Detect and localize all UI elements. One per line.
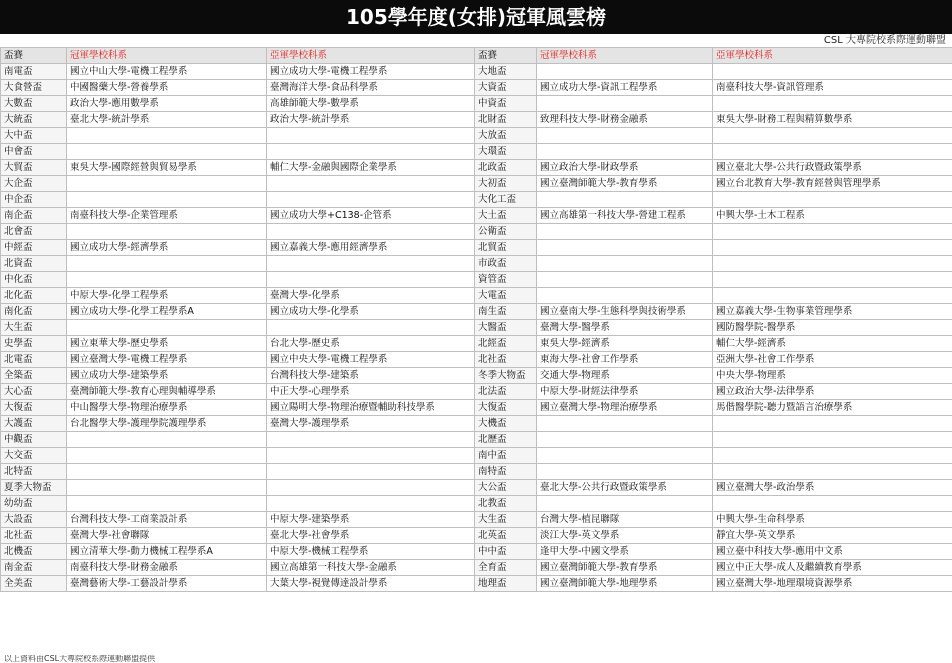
champion-cell-left: 台灣科技大學-工商業設計系 — [67, 512, 267, 528]
runner-up-cell-left — [267, 256, 475, 272]
cup-cell-right: 大機盃 — [475, 416, 537, 432]
champion-cell-right — [537, 96, 713, 112]
champion-cell-left: 國立成功大學-建築學系 — [67, 368, 267, 384]
table-row — [1, 368, 952, 384]
organizer-label: CSL 大專院校系際運動聯盟 — [0, 34, 952, 47]
runner-up-cell-right — [713, 448, 952, 464]
runner-up-cell-left — [267, 464, 475, 480]
cup-cell-right: 大環盃 — [475, 144, 537, 160]
table-row — [1, 304, 952, 320]
runner-up-cell-left: 國立成功大學-電機工程學系 — [267, 64, 475, 80]
cup-cell-left: 大生盃 — [1, 320, 67, 336]
runner-up-cell-left: 臺灣大學-護理學系 — [267, 416, 475, 432]
cup-cell-left: 大心盃 — [1, 384, 67, 400]
cup-cell-right: 大初盃 — [475, 176, 537, 192]
runner-up-cell-right — [713, 256, 952, 272]
cup-cell-right: 中中盃 — [475, 544, 537, 560]
runner-up-cell-left: 台北大學-歷史系 — [267, 336, 475, 352]
champion-cell-left: 南臺科技大學-財務金融系 — [67, 560, 267, 576]
cup-cell-right: 大資盃 — [475, 80, 537, 96]
champion-cell-right: 淡江大學-英文學系 — [537, 528, 713, 544]
runner-up-cell-right: 國立政治大學-法律學系 — [713, 384, 952, 400]
table-row — [1, 480, 952, 496]
cup-cell-left: 全築盃 — [1, 368, 67, 384]
cup-cell-right: 北社盃 — [475, 352, 537, 368]
cup-cell-right: 市政盃 — [475, 256, 537, 272]
header-row — [1, 48, 952, 64]
runner-up-cell-left — [267, 272, 475, 288]
champion-cell-left — [67, 448, 267, 464]
cup-cell-left: 北特盃 — [1, 464, 67, 480]
champion-cell-left: 國立臺灣大學-電機工程學系 — [67, 352, 267, 368]
runner-up-cell-right — [713, 496, 952, 512]
champion-cell-right: 國立臺灣大學-物理治療學系 — [537, 400, 713, 416]
runner-up-cell-left: 大葉大學-視覺傳達設計學系 — [267, 576, 475, 592]
champion-cell-left: 中原大學-化學工程學系 — [67, 288, 267, 304]
cup-cell-right: 北貿盃 — [475, 240, 537, 256]
cup-cell-left: 北電盃 — [1, 352, 67, 368]
cup-cell-right: 全育盃 — [475, 560, 537, 576]
runner-up-cell-left: 臺灣大學-化學系 — [267, 288, 475, 304]
runner-up-cell-left: 臺灣海洋大學-食品科學系 — [267, 80, 475, 96]
champion-cell-left — [67, 272, 267, 288]
cup-cell-left: 大復盃 — [1, 400, 67, 416]
runner-up-cell-right — [713, 192, 952, 208]
champion-cell-left: 中山醫學大學-物理治療學系 — [67, 400, 267, 416]
champion-cell-right: 國立臺灣師範大學-教育學系 — [537, 176, 713, 192]
cup-cell-right: 南特盃 — [475, 464, 537, 480]
champion-cell-left — [67, 192, 267, 208]
cup-cell-left: 南化盃 — [1, 304, 67, 320]
cup-cell-left: 中企盃 — [1, 192, 67, 208]
table-row — [1, 464, 952, 480]
runner-up-cell-right: 南臺科技大學-資訊管理系 — [713, 80, 952, 96]
cup-cell-right: 公衛盃 — [475, 224, 537, 240]
table-row — [1, 128, 952, 144]
champion-cell-left: 東吳大學-國際經營與貿易學系 — [67, 160, 267, 176]
champion-cell-right — [537, 192, 713, 208]
runner-up-cell-right: 中央大學-物理系 — [713, 368, 952, 384]
table-row — [1, 96, 952, 112]
table-row — [1, 160, 952, 176]
header-champion-left: 冠軍學校科系 — [67, 48, 267, 64]
runner-up-cell-left: 政治大學-統計學系 — [267, 112, 475, 128]
champion-cell-right — [537, 432, 713, 448]
champion-cell-right: 國立政治大學-財政學系 — [537, 160, 713, 176]
cup-cell-right: 中資盃 — [475, 96, 537, 112]
runner-up-cell-left — [267, 480, 475, 496]
champion-cell-right — [537, 496, 713, 512]
cup-cell-right: 大地盃 — [475, 64, 537, 80]
table-row — [1, 544, 952, 560]
cup-cell-left: 大設盃 — [1, 512, 67, 528]
champion-cell-right: 臺灣大學-醫學系 — [537, 320, 713, 336]
runner-up-cell-right: 國立中正大學-成人及繼續教育學系 — [713, 560, 952, 576]
champion-cell-left: 臺灣藝術大學-工藝設計學系 — [67, 576, 267, 592]
runner-up-cell-right: 國立臺北大學-公共行政暨政策學系 — [713, 160, 952, 176]
cup-cell-right: 北英盃 — [475, 528, 537, 544]
champion-cell-left: 臺北大學-統計學系 — [67, 112, 267, 128]
runner-up-cell-left — [267, 176, 475, 192]
cup-cell-right: 大醫盃 — [475, 320, 537, 336]
champion-cell-left — [67, 128, 267, 144]
champion-cell-right: 台灣大學-植昆聯隊 — [537, 512, 713, 528]
champion-cell-left: 政治大學-應用數學系 — [67, 96, 267, 112]
cup-cell-right: 北政盃 — [475, 160, 537, 176]
runner-up-cell-left — [267, 128, 475, 144]
champion-cell-right: 國立臺灣師範大學-地理學系 — [537, 576, 713, 592]
runner-up-cell-left: 高雄師範大學-數學系 — [267, 96, 475, 112]
runner-up-cell-right: 東吳大學-財務工程與精算數學系 — [713, 112, 952, 128]
cup-cell-right: 大土盃 — [475, 208, 537, 224]
header-cup-right: 盃賽 — [475, 48, 537, 64]
runner-up-cell-left — [267, 496, 475, 512]
cup-cell-left: 北社盃 — [1, 528, 67, 544]
runner-up-cell-right: 中興大學-土木工程系 — [713, 208, 952, 224]
table-row — [1, 336, 952, 352]
runner-up-cell-left: 國立陽明大學-物理治療暨輔助科技學系 — [267, 400, 475, 416]
champion-cell-right: 國立臺南大學-生態科學與技術學系 — [537, 304, 713, 320]
cup-cell-right: 北法盃 — [475, 384, 537, 400]
runner-up-cell-left — [267, 144, 475, 160]
table-row — [1, 112, 952, 128]
runner-up-cell-left: 國立成功大學+C138-企管系 — [267, 208, 475, 224]
cup-cell-right: 大化工盃 — [475, 192, 537, 208]
runner-up-cell-left: 台灣科技大學-建築系 — [267, 368, 475, 384]
champion-cell-left — [67, 176, 267, 192]
table-row — [1, 272, 952, 288]
cup-cell-right: 北教盃 — [475, 496, 537, 512]
runner-up-cell-left: 輔仁大學-金融與國際企業學系 — [267, 160, 475, 176]
cup-cell-left: 幼幼盃 — [1, 496, 67, 512]
cup-cell-right: 北財盃 — [475, 112, 537, 128]
runner-up-cell-right: 國立臺中科技大學-應用中文系 — [713, 544, 952, 560]
cup-cell-right: 資管盃 — [475, 272, 537, 288]
champion-cell-right — [537, 288, 713, 304]
champion-cell-right — [537, 256, 713, 272]
runner-up-cell-left — [267, 192, 475, 208]
table-row — [1, 288, 952, 304]
runner-up-cell-right: 中興大學-生命科學系 — [713, 512, 952, 528]
cup-cell-left: 中觀盃 — [1, 432, 67, 448]
cup-cell-left: 大交盃 — [1, 448, 67, 464]
table-row — [1, 256, 952, 272]
champion-cell-left: 國立成功大學-經濟學系 — [67, 240, 267, 256]
table-row — [1, 176, 952, 192]
runner-up-cell-right — [713, 288, 952, 304]
table-row — [1, 384, 952, 400]
runner-up-cell-right — [713, 240, 952, 256]
champion-cell-right — [537, 144, 713, 160]
champion-cell-right — [537, 464, 713, 480]
table-row — [1, 576, 952, 592]
champion-cell-right: 臺北大學-公共行政暨政策學系 — [537, 480, 713, 496]
table-row — [1, 192, 952, 208]
champion-cell-right — [537, 272, 713, 288]
header-runner-up-right: 亞軍學校科系 — [713, 48, 952, 64]
table-row — [1, 80, 952, 96]
champion-cell-right: 交通大學-物理系 — [537, 368, 713, 384]
table-row — [1, 240, 952, 256]
table-row — [1, 560, 952, 576]
champion-cell-right: 國立臺灣師範大學-教育學系 — [537, 560, 713, 576]
champion-cell-right: 致理科技大學-財務金融系 — [537, 112, 713, 128]
runner-up-cell-right: 國立臺灣大學-地理環境資源學系 — [713, 576, 952, 592]
runner-up-cell-right: 國立嘉義大學-生物事業管理學系 — [713, 304, 952, 320]
cup-cell-right: 大生盃 — [475, 512, 537, 528]
runner-up-cell-right: 亞洲大學-社會工作學系 — [713, 352, 952, 368]
runner-up-cell-right: 國立台北教育大學-教育經營與管理學系 — [713, 176, 952, 192]
runner-up-cell-right: 國防醫學院-醫學系 — [713, 320, 952, 336]
runner-up-cell-right — [713, 272, 952, 288]
runner-up-cell-left: 臺北大學-社會學系 — [267, 528, 475, 544]
cup-cell-left: 南金盃 — [1, 560, 67, 576]
cup-cell-right: 地理盃 — [475, 576, 537, 592]
cup-cell-right: 南生盃 — [475, 304, 537, 320]
table-row — [1, 448, 952, 464]
cup-cell-right: 冬季大物盃 — [475, 368, 537, 384]
runner-up-cell-right — [713, 432, 952, 448]
runner-up-cell-right — [713, 128, 952, 144]
cup-cell-left: 大中盃 — [1, 128, 67, 144]
footnote: 以上資料由CSL大專院校系際運動聯盟提供 — [4, 655, 156, 663]
champion-cell-left: 國立成功大學-化學工程學系A — [67, 304, 267, 320]
runner-up-cell-left: 國立成功大學-化學系 — [267, 304, 475, 320]
cup-cell-right: 大復盃 — [475, 400, 537, 416]
table-row — [1, 352, 952, 368]
champion-cell-left: 臺灣師範大學-教育心理與輔導學系 — [67, 384, 267, 400]
cup-cell-left: 北機盃 — [1, 544, 67, 560]
table-row — [1, 64, 952, 80]
page-title: 105學年度(女排)冠軍風雲榜 — [0, 0, 952, 34]
champion-cell-right: 逢甲大學-中國文學系 — [537, 544, 713, 560]
table-row — [1, 224, 952, 240]
champion-cell-left — [67, 224, 267, 240]
cup-cell-left: 南企盃 — [1, 208, 67, 224]
cup-cell-left: 北化盃 — [1, 288, 67, 304]
champion-cell-left: 國立東華大學-歷史學系 — [67, 336, 267, 352]
champion-cell-left: 國立清華大學-動力機械工程學系A — [67, 544, 267, 560]
champion-cell-left — [67, 496, 267, 512]
cup-cell-left: 大護盃 — [1, 416, 67, 432]
runner-up-cell-left — [267, 224, 475, 240]
runner-up-cell-right — [713, 464, 952, 480]
table-row — [1, 432, 952, 448]
champion-cell-left: 臺灣大學-社會聯隊 — [67, 528, 267, 544]
cup-cell-left: 大企盃 — [1, 176, 67, 192]
champion-cell-right — [537, 224, 713, 240]
runner-up-cell-right: 靜宜大學-英文學系 — [713, 528, 952, 544]
runner-up-cell-right: 馬偕醫學院-聽力暨語言治療學系 — [713, 400, 952, 416]
cup-cell-left: 北會盃 — [1, 224, 67, 240]
champion-cell-right — [537, 240, 713, 256]
cup-cell-right: 北經盃 — [475, 336, 537, 352]
cup-cell-right: 大電盃 — [475, 288, 537, 304]
champion-cell-left — [67, 144, 267, 160]
table-row — [1, 496, 952, 512]
cup-cell-left: 中化盃 — [1, 272, 67, 288]
champion-cell-left: 國立中山大學-電機工程學系 — [67, 64, 267, 80]
runner-up-cell-left: 中原大學-機械工程學系 — [267, 544, 475, 560]
champion-cell-right — [537, 448, 713, 464]
table-row — [1, 512, 952, 528]
champion-cell-left: 中國醫藥大學-營養學系 — [67, 80, 267, 96]
champion-cell-left: 台北醫學大學-護理學院護理學系 — [67, 416, 267, 432]
cup-cell-left: 大食營盃 — [1, 80, 67, 96]
cup-cell-left: 中會盃 — [1, 144, 67, 160]
champion-cell-left — [67, 256, 267, 272]
cup-cell-left: 大數盃 — [1, 96, 67, 112]
runner-up-cell-right: 輔仁大學-經濟系 — [713, 336, 952, 352]
table-row — [1, 144, 952, 160]
champion-cell-right: 中原大學-財經法律學系 — [537, 384, 713, 400]
cup-cell-right: 南中盃 — [475, 448, 537, 464]
runner-up-cell-left: 國立高雄第一科技大學-金融系 — [267, 560, 475, 576]
runner-up-cell-left: 國立嘉義大學-應用經濟學系 — [267, 240, 475, 256]
runner-up-cell-left — [267, 432, 475, 448]
runner-up-cell-left: 中正大學-心理學系 — [267, 384, 475, 400]
champion-cell-right: 東海大學-社會工作學系 — [537, 352, 713, 368]
runner-up-cell-left — [267, 448, 475, 464]
cup-cell-right: 大公盃 — [475, 480, 537, 496]
cup-cell-left: 中經盃 — [1, 240, 67, 256]
champion-cell-left — [67, 432, 267, 448]
table-row — [1, 400, 952, 416]
cup-cell-left: 北資盃 — [1, 256, 67, 272]
cup-cell-left: 大統盃 — [1, 112, 67, 128]
cup-cell-left: 全美盃 — [1, 576, 67, 592]
runner-up-cell-left: 中原大學-建築學系 — [267, 512, 475, 528]
champion-cell-right — [537, 128, 713, 144]
table-row — [1, 208, 952, 224]
cup-cell-left: 南電盃 — [1, 64, 67, 80]
champion-cell-right: 國立成功大學-資訊工程學系 — [537, 80, 713, 96]
runner-up-cell-left — [267, 320, 475, 336]
champion-cell-left — [67, 320, 267, 336]
champion-cell-right: 東吳大學-經濟系 — [537, 336, 713, 352]
champion-cell-right — [537, 64, 713, 80]
runner-up-cell-right — [713, 64, 952, 80]
runner-up-cell-left: 國立中央大學-電機工程學系 — [267, 352, 475, 368]
table-row — [1, 528, 952, 544]
header-runner-up-left: 亞軍學校科系 — [267, 48, 475, 64]
header-cup-left: 盃賽 — [1, 48, 67, 64]
champion-cell-left — [67, 480, 267, 496]
header-champion-right: 冠軍學校科系 — [537, 48, 713, 64]
cup-cell-right: 大放盃 — [475, 128, 537, 144]
cup-cell-right: 北歷盃 — [475, 432, 537, 448]
table-row — [1, 320, 952, 336]
runner-up-cell-right: 國立臺灣大學-政治學系 — [713, 480, 952, 496]
champion-cell-right: 國立高雄第一科技大學-營建工程系 — [537, 208, 713, 224]
cup-cell-left: 史學盃 — [1, 336, 67, 352]
runner-up-cell-right — [713, 144, 952, 160]
champion-cell-left: 南臺科技大學-企業管理系 — [67, 208, 267, 224]
runner-up-cell-right — [713, 96, 952, 112]
table-row — [1, 416, 952, 432]
champion-cell-right — [537, 416, 713, 432]
cup-cell-left: 大貿盃 — [1, 160, 67, 176]
champion-cell-left — [67, 464, 267, 480]
runner-up-cell-right — [713, 416, 952, 432]
results-table — [0, 47, 952, 592]
cup-cell-left: 夏季大物盃 — [1, 480, 67, 496]
runner-up-cell-right — [713, 224, 952, 240]
